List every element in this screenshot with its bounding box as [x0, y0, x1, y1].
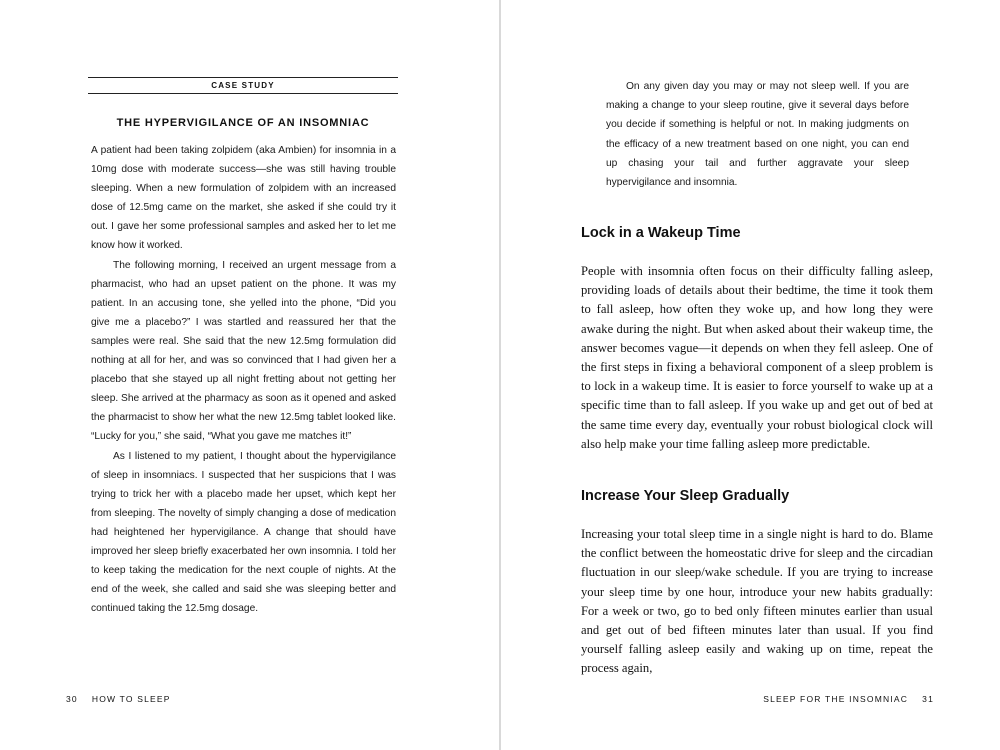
section-body-gradual	[581, 525, 933, 679]
case-study-rule-bottom	[88, 93, 398, 94]
section-paragraph: Increasing your total sleep time in a single night is hard to do. Blame the conflict between the homeostatic drive for sleep and the circadian fluctuation in our sleep/wake schedule. If you are trying to increase your sleep time by one hour, introduce your new habits gradually: For a week or two, go to bed only fifteen minutes earlier than usual and get out of bed fifteen minutes later than usual. If you find yourself falling asleep easily and waking up on time, repeat the process again,	[581, 527, 933, 676]
case-study-paragraph: The following morning, I received an urgent message from a pharmacist, who had an upset patient on the phone. It was my patient. In an accusing tone, she yelled into the phone, “Did you give me a placebo?” I was startled and reassured her that the samples were real. She said that the new 12.5mg formulation did nothing at all for her, and was so convinced that I had given her a placebo that she stayed up all night fretting about not getting her sleep. She arrived at the pharmacy as soon as it opened and asked the pharmacist to show her what the new 12.5mg tablet looked like. “Lucky for you,” she said, “What you gave me matches it!”	[91, 259, 396, 443]
case-study-title: THE HYPERVIGILANCE OF AN INSOMNIAC	[116, 117, 370, 129]
left-running-title: HOW TO SLEEP	[91, 694, 171, 704]
case-study-paragraph: A patient had been taking zolpidem (aka Ambien) for insomnia in a 10mg dose with moderate success—she was still having trouble sleeping. When a new formulation of zolpidem with an increased dose of 12.5mg came on the market, she asked if she could try it out. I gave her some professional samples and asked her to let me know how it worked.	[91, 145, 396, 252]
case-study-body	[91, 141, 396, 618]
intro-text: On any given day you may or may not sleep well. If you are making a change to your sleep routine, give it several days before you decide if something is helpful or not. In making judgments on the efficacy of a new treatment based on one night, you can end up chasing your tail and further aggravate your sleep hypervigilance and insomnia.	[606, 81, 909, 189]
section-heading-gradual: Increase Your Sleep Gradually	[581, 488, 790, 504]
right-footer	[763, 694, 934, 704]
case-study-paragraph: As I listened to my patient, I thought about the hypervigilance of sleep in insomniacs. I suspected that her suspicions that I was trying to trick her with a placebo made her upset, which kept her from sleeping. The novelty of simply changing a dose of medication had heightened her hypervigilance. A change that should have improved her sleep briefly exacerbated her own insomnia. I told her to keep taking the medication for the next couple of nights. At the end of the week, she called and said she was sleeping better and continued taking the 12.5mg dosage.	[91, 450, 396, 615]
case-study-label: CASE STUDY	[211, 81, 275, 90]
intro-paragraph	[606, 77, 909, 192]
section-heading-wakeup: Lock in a Wakeup Time	[581, 225, 741, 241]
left-footer	[66, 694, 171, 704]
left-page-number: 30	[66, 694, 78, 704]
section-paragraph: People with insomnia often focus on their difficulty falling asleep, providing loads of details about their bedtime, the time it took them to fall asleep, how often they woke up, and how long they were awake during the night. But when asked about their wakeup time, the answer becomes vague—it depends on when they fell asleep. One of the first steps in fixing a behavioral component of a sleep problem is to lock in a wakeup time. It is easier to force yourself to wake up at a specific time than to fall asleep. If you wake up and get out of bed at the same time every day, eventually your robust biological clock will also help make your time falling asleep more predictable.	[581, 264, 933, 451]
case-study-rule-top	[88, 77, 398, 78]
right-running-title: SLEEP FOR THE INSOMNIAC	[763, 694, 909, 704]
section-body-wakeup	[581, 262, 933, 454]
right-page-number: 31	[922, 694, 934, 704]
